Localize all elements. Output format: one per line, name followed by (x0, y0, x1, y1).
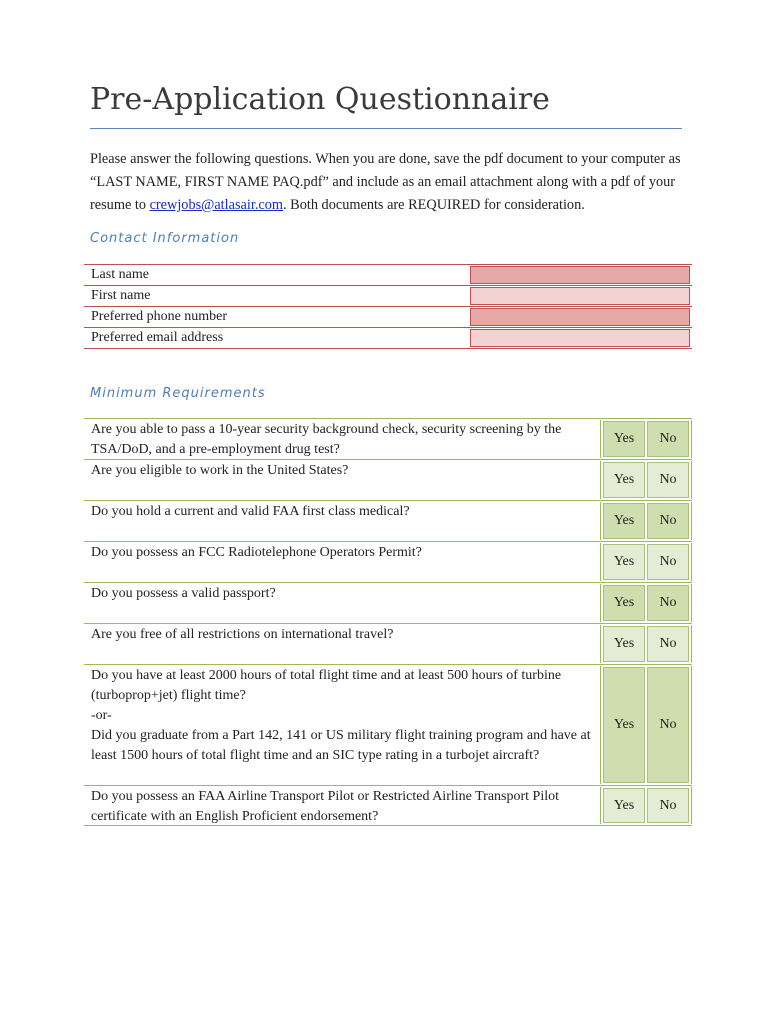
requirements-table (84, 418, 692, 826)
req-question: Are you eligible to work in the United States? (91, 463, 349, 478)
first-name-field[interactable] (470, 287, 690, 305)
req-question: Do you possess an FCC Radiotelephone Operators Permit? (91, 545, 422, 560)
req-row-background-check (84, 418, 692, 459)
contact-row-phone (84, 306, 692, 327)
choice-cell (600, 584, 692, 622)
req-row-medical (84, 500, 692, 541)
req-row-passport (84, 582, 692, 623)
choice-cell (600, 787, 692, 824)
email-link[interactable]: crewjobs@atlasair.com (149, 197, 284, 213)
no-button[interactable]: No (647, 544, 689, 580)
contact-row-email (84, 327, 692, 349)
no-button[interactable]: No (647, 462, 689, 498)
contact-label: Preferred email address (91, 330, 224, 345)
contact-row-last-name (84, 264, 692, 285)
no-button[interactable]: No (647, 788, 689, 823)
req-row-flight-time (84, 664, 692, 785)
page-title: Pre-Application Questionnaire (90, 82, 550, 117)
req-row-work-eligibility (84, 459, 692, 500)
yes-button[interactable]: Yes (603, 544, 645, 580)
req-question: Are you free of all restrictions on international travel? (91, 627, 394, 642)
choice-cell (600, 502, 692, 540)
contact-label: Preferred phone number (91, 309, 228, 324)
last-name-field[interactable] (470, 266, 690, 284)
contact-label: First name (91, 288, 151, 303)
yes-button[interactable]: Yes (603, 788, 645, 823)
intro-text-2: . Both documents are REQUIRED for consideration. (283, 197, 585, 213)
req-row-travel-restrictions (84, 623, 692, 664)
contact-heading: Contact Information (90, 231, 240, 246)
no-button[interactable]: No (647, 585, 689, 621)
requirements-heading: Minimum Requirements (90, 386, 266, 401)
contact-label: Last name (91, 267, 149, 282)
contact-table (84, 264, 692, 349)
yes-button[interactable]: Yes (603, 503, 645, 539)
no-button[interactable]: No (647, 626, 689, 662)
yes-button[interactable]: Yes (603, 585, 645, 621)
choice-cell (600, 625, 692, 663)
contact-row-first-name (84, 285, 692, 306)
req-row-atp-certificate (84, 785, 692, 826)
title-rule (90, 128, 682, 129)
email-field[interactable] (470, 329, 690, 347)
yes-button[interactable]: Yes (603, 462, 645, 498)
no-button[interactable]: No (647, 667, 689, 783)
yes-button[interactable]: Yes (603, 421, 645, 457)
phone-field[interactable] (470, 308, 690, 326)
choice-cell (600, 666, 692, 784)
yes-button[interactable]: Yes (603, 626, 645, 662)
req-question: Do you have at least 2000 hours of total flight time and at least 500 hours of turbine (turboprop+jet) flight time? -or- Did you graduate from a Part 142, 141 or US military flight training program and have at least 1500 hours of total flight time and an SIC type rating in a turbojet aircraft? (91, 668, 591, 763)
choice-cell (600, 543, 692, 581)
choice-cell (600, 420, 692, 458)
no-button[interactable]: No (647, 421, 689, 457)
req-question: Do you possess an FAA Airline Transport Pilot or Restricted Airline Transport Pilot certificate with an English Proficient endorsement? (91, 789, 559, 824)
req-question: Are you able to pass a 10-year security background check, security screening by the TSA/DoD, and a pre-employment drug test? (91, 422, 562, 457)
req-row-fcc-permit (84, 541, 692, 582)
intro-paragraph (90, 148, 690, 217)
req-question: Do you possess a valid passport? (91, 586, 276, 601)
no-button[interactable]: No (647, 503, 689, 539)
choice-cell (600, 461, 692, 499)
req-question: Do you hold a current and valid FAA first class medical? (91, 504, 410, 519)
yes-button[interactable]: Yes (603, 667, 645, 783)
intro-text-1: Please answer the following questions. When you are done, save the pdf document to your computer as “LAST NAME, FIRST NAME PAQ.pdf” and include as an email attachment along with a pdf of your resume to (90, 151, 681, 213)
